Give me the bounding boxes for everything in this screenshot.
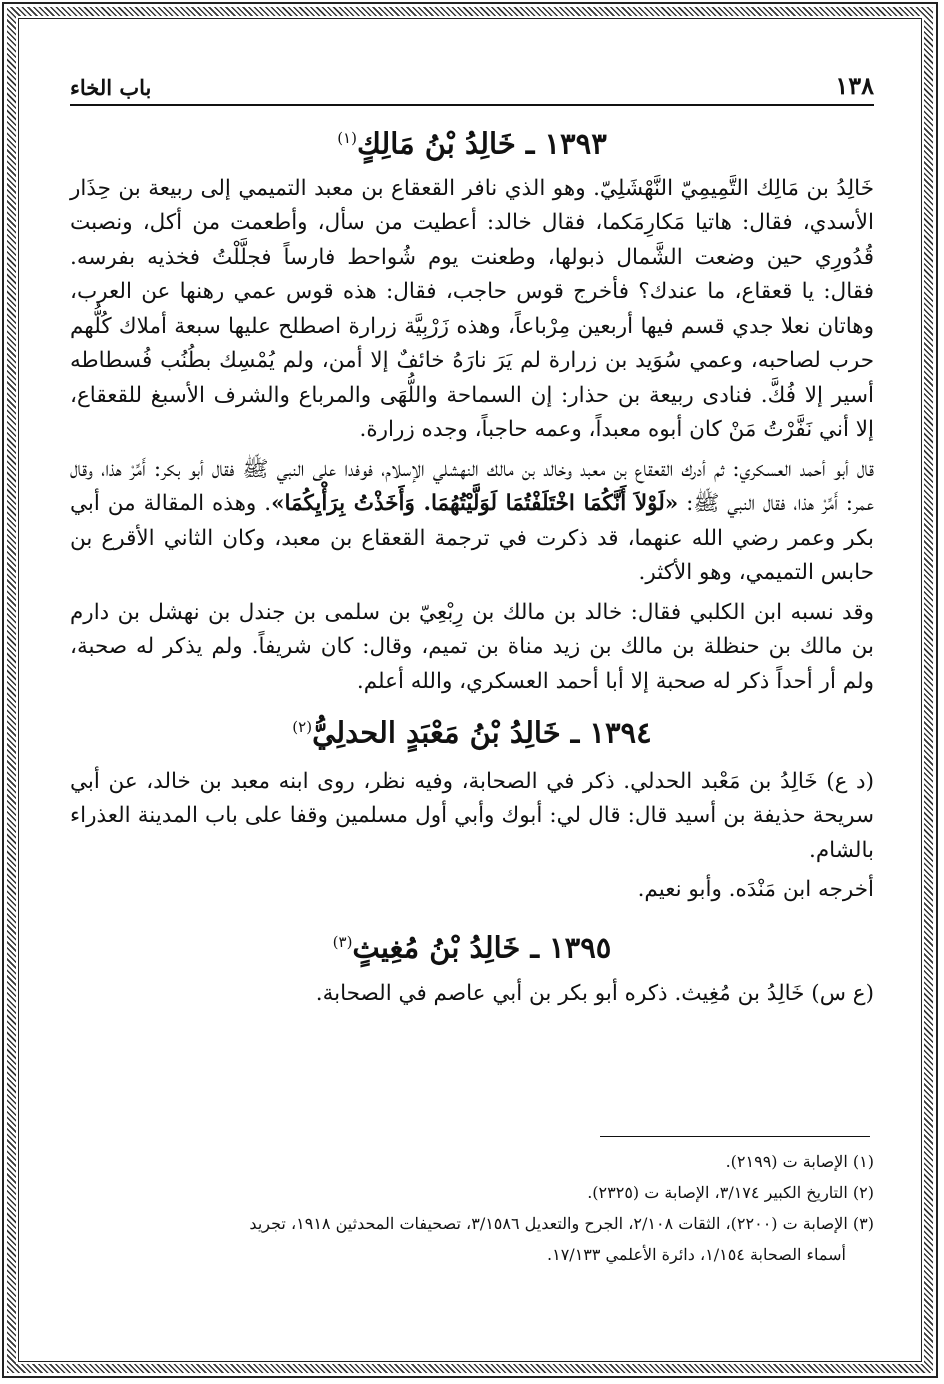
entry-name: خَالِدُ بْنُ مُغِيثٍ	[352, 930, 521, 965]
paragraph-text: . وهذه المقالة من أبي بكر وعمر رضي الله عنهما، قد ذكرت في ترجمة القعقاع بن معبد، وكان الثاني الأقرع بن حابس التميمي، وهو الأكثر.	[70, 491, 874, 586]
chapter-title: باب الخاء	[70, 75, 152, 100]
footnote-continuation: أسماء الصحابة ١/١٥٤، دائرة الأعلمي ١٧/١٣٣.	[547, 1245, 846, 1264]
entry-name: خَالِدُ بْنُ مَعْبَدٍ الحدلِيُّ	[312, 715, 561, 750]
entry-number: ١٣٩٥	[549, 930, 612, 965]
footnote-separator	[600, 1136, 870, 1137]
page-content	[70, 114, 874, 1012]
entry-paragraph: خَالِدُ بن مَالِك التَّمِيمِيّ النَّهْشَلِيّ. وهو الذي نافر القعقاع بن معبد التميمي إلى ربيعة بن حِذَار الأسدي، فقال: هاتيا مَكارِمَكما، فقال خالد: أعطيت من سأل، وأطعمت من أكل، ونصبت قُدُورِي حين وضعت الشَّمال ذبولها، وطعنت يوم شُواحط فارساً فجلَّلْتُ فخذيه بفرسه. فقال: يا قعقاع، ما عندك؟ فأخرج قوس حاجب، فقال: هذه قوس عمي رهنها عن العرب، وهاتان نعلا جدي قسم فيها أربعين مِرْباعاً، وهذه زَرْبِيَّة زرارة اصطلح عليها سبعة أملاك كُلُّهم حرب لصاحبه، وعمي سُوَيد بن زرارة لم يَرَ نارَهُ خائفٌ إلا أمن، ولم يُمْسِك بطُنُب فُسطاطه أسير إلا فُكَّ. فنادى ربيعة بن حذار: إن السماحة واللُّهَى والمرباع والشرف الأسبغ للقعقاع، إلا أني نَفَّرْتُ مَنْ كان أبوه معبداً، وعمه حاجباً، وجده زرارة.	[70, 175, 875, 443]
header-rule	[70, 104, 874, 106]
entry-paragraph	[70, 453, 874, 591]
footnote: (٢) التاريخ الكبير ٣/١٧٤، الإصابة ت (٢٣٢٥).	[587, 1183, 874, 1202]
hadith-quote: «لَوْلاَ أَنَّكُمَا اخْتَلَفْتُمَا لَوَلَّيْتُهُمَا. وَأَخَذْتُ بِرَأْيِكُمَا»	[271, 491, 679, 517]
entry-heading: ١٣٩٥ ـ خَالِدُ بْنُ مُغِيثٍ$^{(٣)}$	[332, 930, 612, 965]
entry-number: ١٣٩٤	[589, 715, 652, 750]
paragraph-text: قال أبو أحمد العسكري: ثم أدرك القعقاع بن معبد وخالد بن مالك النهشلي الإسلام، فوفدا على النبي ﷺ فقال أبو بكر: أَمِّرْ هذا، وقال عمر: أَمِّرْ هذا، فقال النبي ﷺ:	[70, 456, 874, 517]
footnote-ref: (١)	[337, 129, 357, 147]
entry-number: ١٣٩٣	[544, 126, 607, 161]
entry-paragraph: أخرجه ابن مَنْدَه. وأبو نعيم.	[637, 877, 874, 903]
book-page	[70, 70, 874, 1330]
entry-paragraph: (ع س) خَالِدُ بن مُغِيث. ذكره أبو بكر بن أبي عاصم في الصحابة.	[315, 981, 874, 1007]
footnote: (٣) الإصابة ت (٢٢٠٠)، الثقات ٢/١٠٨، الجرح والتعديل ٣/١٥٨٦، تصحيفات المحدثين ١٩١٨، تجريد	[249, 1214, 874, 1233]
entry-paragraph: (د ع) خَالِدُ بن مَعْبد الحدلي. ذكر في الصحابة، وفيه نظر، روى ابنه معبد بن خالد، عن أبي سريحة حذيفة بن أسيد قال: قال لي: أبوك وأبي أول مسلمين وقفا على باب المدينة العذراء بالشام.	[70, 768, 874, 863]
entry-name: خَالِدُ بْنُ مَالِكٍ	[356, 126, 516, 161]
footnote-ref: (٣)	[332, 932, 353, 951]
footnotes	[70, 1146, 874, 1270]
entry-heading: ١٣٩٤ ـ خَالِدُ بْنُ مَعْبَدٍ الحدلِيُّ$^{(٢)}$	[292, 715, 652, 750]
page-number: ١٣٨	[835, 71, 874, 100]
footnote: (١) الإصابة ت (٢١٩٩).	[725, 1152, 874, 1171]
entry-paragraph: وقد نسبه ابن الكلبي فقال: خالد بن مالك بن رِبْعِيّ بن سلمى بن جندل بن نهشل بن دارم بن مالك بن حنظلة بن مالك بن زيد مناة بن تميم، وقال: كان شريفاً. ولم يذكر له صحبة، ولم أر أحداً ذكر له صحبة إلا أبا أحمد العسكري، والله أعلم.	[70, 599, 874, 694]
running-header	[70, 70, 874, 100]
footnote-ref: (٢)	[292, 718, 313, 737]
entry-heading: ١٣٩٣ ـ خَالِدُ بْنُ مَالِكٍ$^{(١)}$	[337, 126, 607, 161]
